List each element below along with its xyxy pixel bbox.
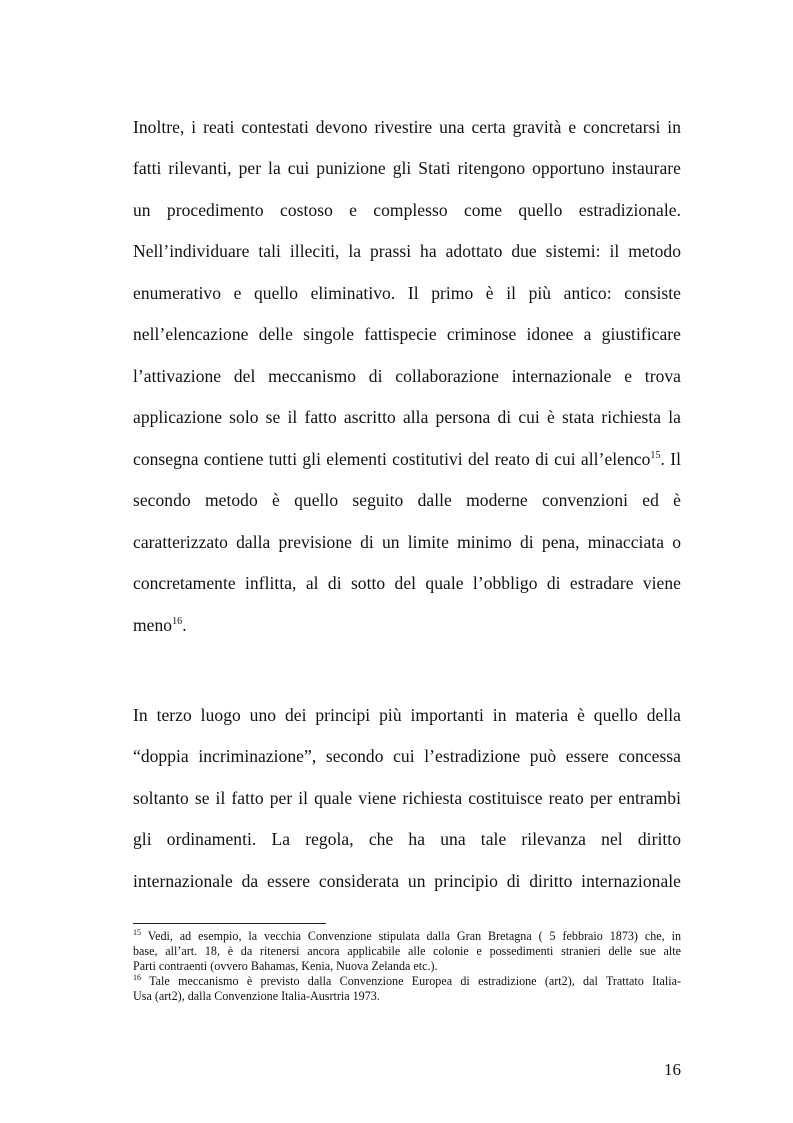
text-line: un procedimento costoso e complesso come quello estradizionale. bbox=[133, 200, 681, 220]
text-line: internazionale da essere considerata un principio di diritto internazionale bbox=[133, 871, 681, 891]
footnote-line bbox=[133, 929, 681, 943]
text-line: enumerativo e quello eliminativo. Il primo è il più antico: consiste bbox=[133, 283, 681, 303]
text-line: Nell’individuare tali illeciti, la prassi ha adottato due sistemi: il metodo bbox=[133, 241, 681, 261]
text-line: caratterizzato dalla previsione di un limite minimo di pena, minacciata o bbox=[133, 532, 681, 552]
footnote-text: Vedi, ad esempio, la vecchia Convenzione stipulata dalla Gran Bretagna ( 5 febbraio 1873) che, in bbox=[141, 929, 681, 943]
text-line: soltanto se il fatto per il quale viene richiesta costituisce reato per entrambi bbox=[133, 788, 681, 808]
text-line-part: . bbox=[182, 615, 187, 635]
footnote-separator bbox=[133, 923, 326, 924]
footnote-line: Usa (art2), dalla Convenzione Italia-Ausrtria 1973. bbox=[133, 989, 380, 1003]
footnote-reference: 15 bbox=[650, 450, 661, 461]
page-number: 16 bbox=[664, 1060, 681, 1079]
footnote-line: base, all’art. 18, è da ritenersi ancora applicabile alle colonie e possedimenti stranieri delle sue alte bbox=[133, 944, 681, 958]
footnote-number: 15 bbox=[133, 928, 141, 937]
footnote-line: Parti contraenti (ovvero Bahamas, Kenia, Nuova Zelanda etc.). bbox=[133, 959, 438, 973]
text-line: applicazione solo se il fatto ascritto alla persona di cui è stata richiesta la bbox=[133, 407, 681, 427]
text-line bbox=[133, 448, 681, 470]
text-line: secondo metodo è quello seguito dalle moderne convenzioni ed è bbox=[133, 490, 681, 510]
text-line: fatti rilevanti, per la cui punizione gli Stati ritengono opportuno instaurare bbox=[133, 158, 681, 178]
text-line bbox=[133, 614, 681, 636]
text-line-part: meno bbox=[133, 615, 173, 635]
text-line: l’attivazione del meccanismo di collaborazione internazionale e trova bbox=[133, 366, 681, 386]
footnote-reference: 16 bbox=[172, 616, 183, 627]
footnote-line bbox=[133, 974, 681, 988]
text-line-part: . Il bbox=[660, 449, 681, 469]
text-line: “doppia incriminazione”, secondo cui l’estradizione può essere concessa bbox=[133, 746, 681, 766]
footnote-number: 16 bbox=[133, 973, 141, 982]
text-line: In terzo luogo uno dei principi più importanti in materia è quello della bbox=[133, 705, 681, 725]
text-line: concretamente inflitta, al di sotto del quale l’obbligo di estradare viene bbox=[133, 573, 681, 593]
text-line: Inoltre, i reati contestati devono rivestire una certa gravità e concretarsi in bbox=[133, 117, 681, 137]
text-line-part: consegna contiene tutti gli elementi costitutivi del reato di cui all’elenco bbox=[133, 449, 651, 469]
text-line: gli ordinamenti. La regola, che ha una tale rilevanza nel diritto bbox=[133, 829, 681, 849]
footnote-text: Tale meccanismo è previsto dalla Convenzione Europea di estradizione (art2), dal Trattato Italia- bbox=[141, 974, 681, 988]
text-line: nell’elencazione delle singole fattispecie criminose idonee a giustificare bbox=[133, 324, 681, 344]
